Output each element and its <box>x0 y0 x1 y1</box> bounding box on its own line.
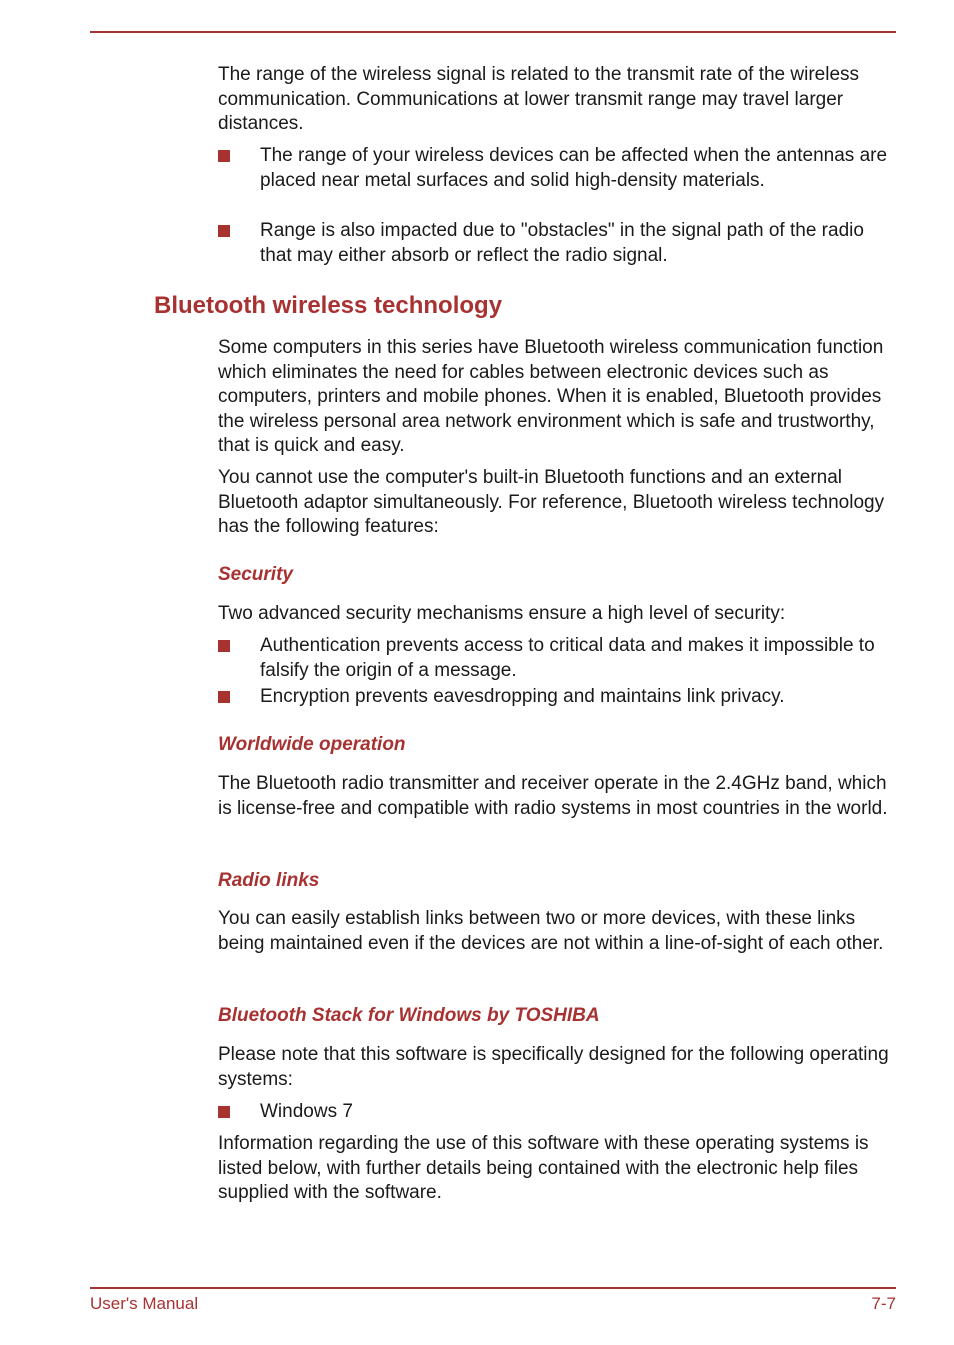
header-rule <box>90 31 896 33</box>
security-paragraph: Two advanced security mechanisms ensure a high level of security: <box>218 603 786 624</box>
footer-rule <box>90 1287 896 1289</box>
stack-paragraph-2: Information regarding the use of this software with these operating systems is listed below, with further details being contained with the electronic help files supplied with the software. <box>218 1133 869 1203</box>
stack-bullet-1: Windows 7 <box>260 1101 353 1122</box>
stack-paragraph: Please note that this software is specifically designed for the following operating systems: <box>218 1044 889 1090</box>
footer-manual-title: User's Manual <box>90 1294 199 1313</box>
security-bullet-1: Authentication prevents access to critical data and makes it impossible to falsify the origin of a message. <box>260 635 875 681</box>
subheading-worldwide: Worldwide operation <box>218 734 406 755</box>
subheading-bluetooth-stack: Bluetooth Stack for Windows by TOSHIBA <box>218 1005 600 1026</box>
intro-bullet-1: The range of your wireless devices can be affected when the antennas are placed near metal surfaces and solid high-density materials. <box>260 145 888 191</box>
bullet-square-icon <box>218 1106 230 1118</box>
security-bullet-2: Encryption prevents eavesdropping and maintains link privacy. <box>260 686 785 707</box>
radio-links-paragraph: You can easily establish links between two or more devices, with these links being maintained even if the devices are not within a line-of-sight of each other. <box>218 908 884 954</box>
section-heading-bluetooth: Bluetooth wireless technology <box>154 292 503 319</box>
worldwide-paragraph: The Bluetooth radio transmitter and receiver operate in the 2.4GHz band, which is license-free and compatible with radio systems in most countries in the world. <box>218 773 888 819</box>
bluetooth-paragraph-1: Some computers in this series have Bluetooth wireless communication function which eliminates the need for cables between electronic devices such as computers, printers and mobile phones. When it is enabled, Bluetooth provides the wireless personal area network environment which is safe and trustworthy, that is quick and easy. <box>218 337 884 456</box>
bullet-square-icon <box>218 640 230 652</box>
subheading-security: Security <box>218 564 293 585</box>
subheading-radio-links: Radio links <box>218 870 320 891</box>
bullet-square-icon <box>218 150 230 162</box>
intro-paragraph: The range of the wireless signal is related to the transmit rate of the wireless communication. Communications at lower transmit range may travel larger distances. <box>218 64 860 134</box>
bullet-square-icon <box>218 691 230 703</box>
footer-page-number: 7-7 <box>871 1294 896 1313</box>
bluetooth-paragraph-2: You cannot use the computer's built-in Bluetooth functions and an external Bluetooth adaptor simultaneously. For reference, Bluetooth wireless technology has the following features: <box>218 467 885 537</box>
intro-bullet-2: Range is also impacted due to "obstacles" in the signal path of the radio that may either absorb or reflect the radio signal. <box>260 220 864 266</box>
bullet-square-icon <box>218 225 230 237</box>
